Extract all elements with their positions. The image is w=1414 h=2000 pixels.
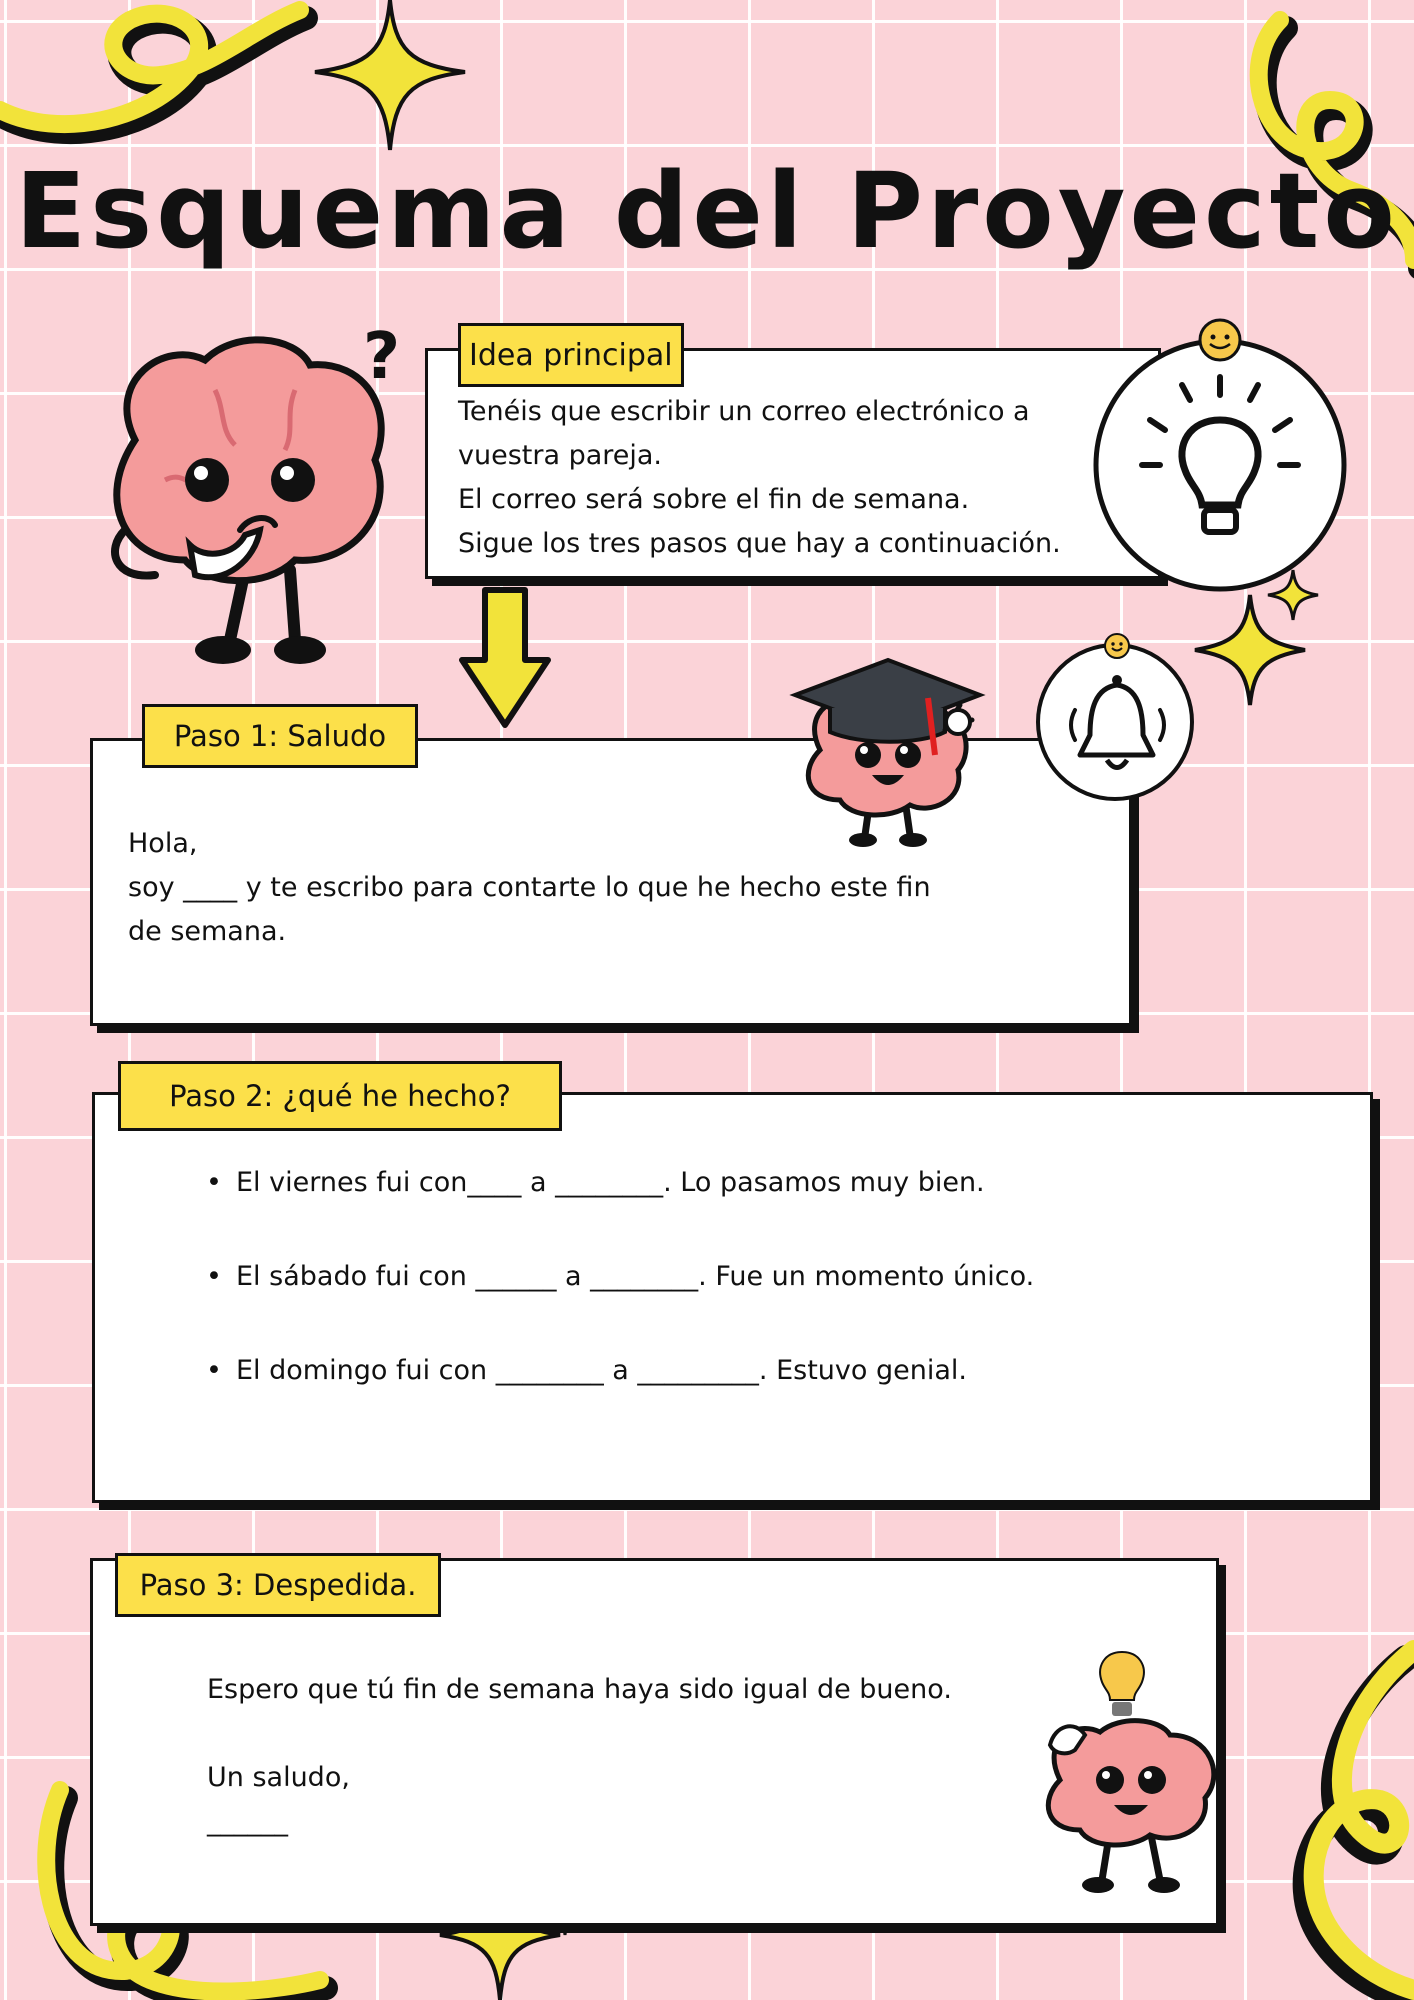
svg-text:?: ? (363, 320, 401, 394)
step3-line: Espero que tú fin de semana haya sido igual de bueno. (207, 1674, 952, 1705)
step3-label-text: Paso 3: Despedida. (139, 1568, 417, 1602)
list-item (206, 1257, 1306, 1351)
step3-line: Un saludo, (207, 1762, 350, 1793)
list-item (206, 1163, 1306, 1257)
idea-line: vuestra pareja. (458, 440, 663, 471)
idea-principal-label (458, 323, 684, 387)
graduate-brain-illustration (780, 650, 1000, 850)
step2-list (206, 1163, 1306, 1445)
idea-line: El correo será sobre el fin de semana. (458, 484, 970, 515)
step1-label-text: Paso 1: Saludo (173, 719, 387, 753)
swirl-decoration-bottom-right (1230, 1640, 1414, 2000)
thinking-brain-illustration (95, 320, 415, 680)
list-item (206, 1351, 1306, 1445)
step3-line: ______ (207, 1806, 288, 1837)
step2-label (118, 1061, 562, 1131)
sparkle-star-icon-top (315, 0, 465, 150)
bell-icon (1035, 630, 1195, 805)
idea-line: Tenéis que escribir un correo electrónico a (458, 396, 1030, 427)
step2-item-text: El sábado fui con ______ a ________. Fue un momento único. (236, 1261, 1035, 1292)
idea-line: Sigue los tres pasos que hay a continuación. (458, 528, 1061, 559)
step2-item-text: El domingo fui con ________ a _________. Estuvo genial. (236, 1355, 967, 1386)
step1-line: soy ____ y te escribo para contarte lo que he hecho este fin (128, 872, 931, 903)
step1-label (142, 704, 418, 768)
down-arrow-icon (460, 585, 550, 730)
step3-label (115, 1553, 441, 1617)
idea-principal-text (458, 390, 1158, 566)
step2-label-text: Paso 2: ¿qué he hecho? (169, 1079, 511, 1113)
step1-line: Hola, (128, 828, 198, 859)
idea-brain-illustration (1030, 1640, 1230, 1900)
step1-line: de semana. (128, 916, 287, 947)
step2-item-text: El viernes fui con____ a ________. Lo pasamos muy bien. (236, 1167, 985, 1198)
swirl-decoration-top-left (0, 0, 300, 170)
step3-text (207, 1668, 1107, 1844)
idea-principal-label-text: Idea principal (469, 337, 673, 373)
lightbulb-icon (1090, 315, 1350, 595)
page-title: Esquema del Proyecto (15, 150, 1399, 272)
